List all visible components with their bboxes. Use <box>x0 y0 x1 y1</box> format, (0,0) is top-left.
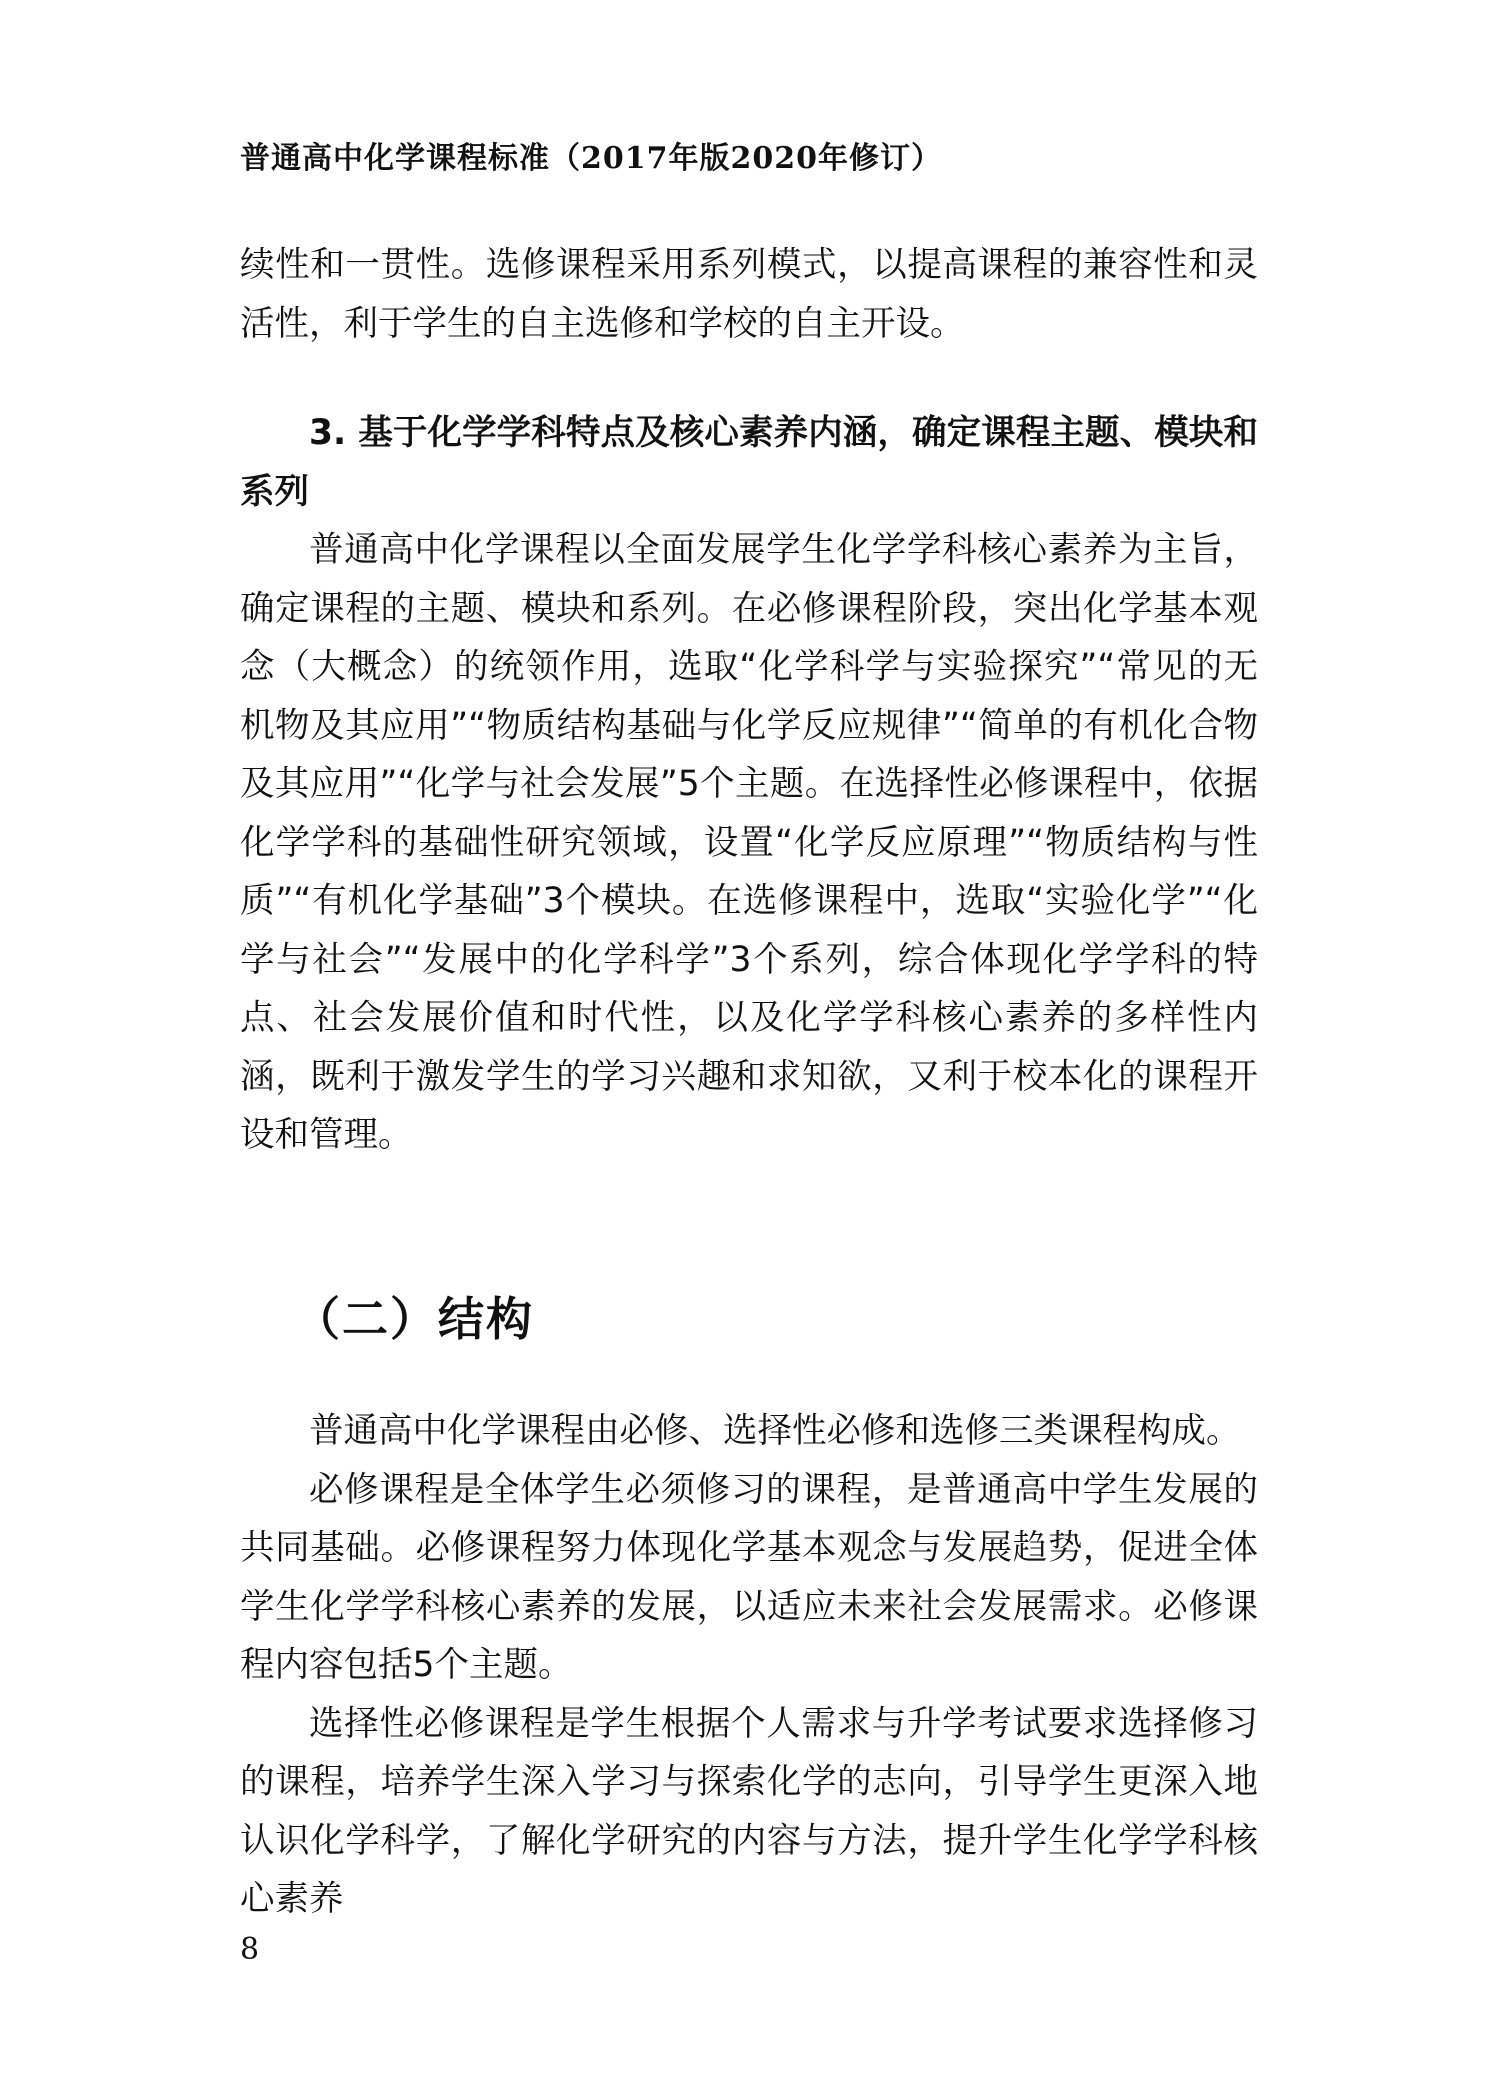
running-header: 普通高中化学课程标准（2017年版2020年修订） <box>240 141 942 176</box>
page-number: 8 <box>240 1932 260 1967</box>
section-paragraph-3: 选择性必修课程是学生根据个人需求与升学考试要求选择修习的课程，培养学生深入学习与探索化学的志向，引导学生更深入地认识化学科学，了解化学研究的内容与方法，提升学生化学学科核心素养 <box>240 1703 1258 1919</box>
section-body <box>240 1402 1258 1929</box>
subsection-block <box>240 404 1258 1165</box>
subsection-heading: 3. 基于化学学科特点及核心素养内涵，确定课程主题、模块和系列 <box>240 413 1258 512</box>
section-heading: （二）结构 <box>294 1292 534 1346</box>
section-paragraph-1: 普通高中化学课程由必修、选择性必修和选修三类课程构成。 <box>309 1411 1241 1451</box>
continued-paragraph: 续性和一贯性。选修课程采用系列模式，以提高课程的兼容性和灵活性，利于学生的自主选修和学校的自主开设。 <box>240 245 1258 344</box>
continued-paragraph-block <box>240 236 1258 353</box>
subsection-paragraph: 普通高中化学课程以全面发展学生化学学科核心素养为主旨，确定课程的主题、模块和系列。在必修课程阶段，突出化学基本观念（大概念）的统领作用，选取“化学科学与实验探究”“常见的无机物及其应用”“物质结构基础与化学反应规律”“简单的有机化合物及其应用”“化学与社会发展”5个主题。在选择性必修课程中，依据化学学科的基础性研究领域，设置“化学反应原理”“物质结构与性质”“有机化学基础”3个模块。在选修课程中，选取“实验化学”“化学与社会”“发展中的化学科学”3个系列，综合体现化学学科的特点、社会发展价值和时代性，以及化学学科核心素养的多样性内涵，既利于激发学生的学习兴趣和求知欲，又利于校本化的课程开设和管理。 <box>240 530 1258 1155</box>
section-paragraph-2: 必修课程是全体学生必须修习的课程，是普通高中学生发展的共同基础。必修课程努力体现化学基本观念与发展趋势，促进全体学生化学学科核心素养的发展，以适应未来社会发展需求。必修课程内容包括5个主题。 <box>240 1469 1258 1685</box>
